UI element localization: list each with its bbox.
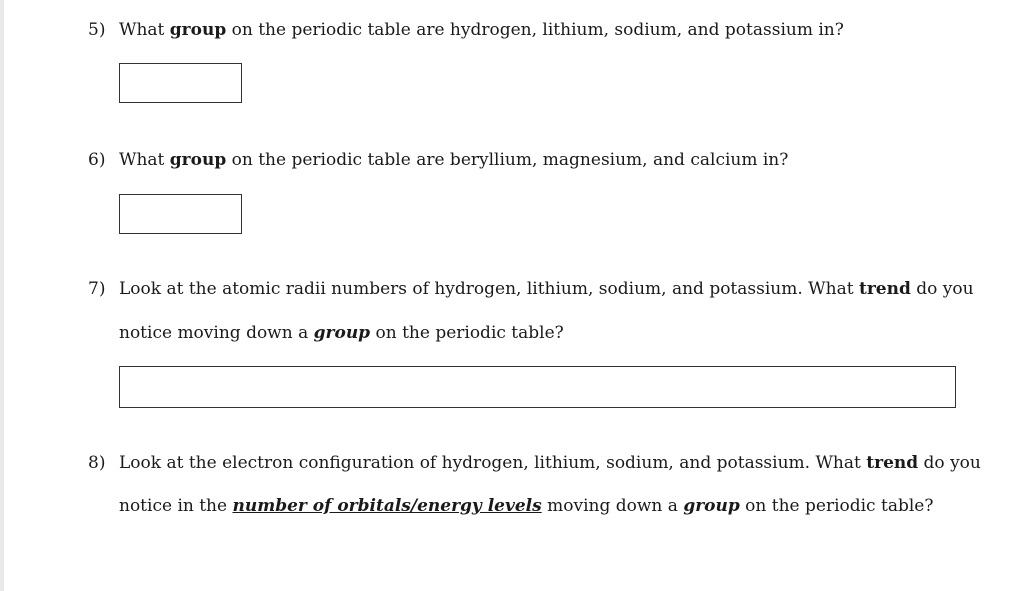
question-6-text: What group on the periodic table are beryllium, magnesium, and calcium in? [119, 150, 789, 170]
question-6-number: 6) [88, 150, 106, 170]
keyword-trend: trend [866, 453, 919, 473]
question-6-answer-box[interactable] [119, 194, 242, 234]
question-7-text-line-2: notice moving down a group on the periodic table? [119, 323, 564, 343]
keyword-orbitals: number of orbitals/energy levels [232, 496, 542, 516]
question-8-text-line-1: Look at the electron configuration of hydrogen, lithium, sodium, and potassium. What trend do you [119, 453, 981, 473]
question-7-number: 7) [88, 279, 106, 299]
keyword-group: group [169, 20, 227, 40]
question-8-text-line-2: notice in the number of orbitals/energy levels moving down a group on the periodic table? [119, 496, 934, 516]
keyword-group: group [169, 150, 227, 170]
question-5-answer-box[interactable] [119, 63, 242, 103]
question-7-text-line-1: Look at the atomic radii numbers of hydrogen, lithium, sodium, and potassium. What trend do you [119, 279, 974, 299]
keyword-group: group [683, 496, 740, 516]
question-8-number: 8) [88, 453, 106, 473]
page-edge [0, 0, 4, 591]
question-5-text: What group on the periodic table are hydrogen, lithium, sodium, and potassium in? [119, 20, 844, 40]
keyword-group: group [313, 323, 371, 343]
keyword-trend: trend [858, 279, 911, 299]
question-5-number: 5) [88, 20, 106, 40]
question-7-answer-box[interactable] [119, 366, 956, 408]
